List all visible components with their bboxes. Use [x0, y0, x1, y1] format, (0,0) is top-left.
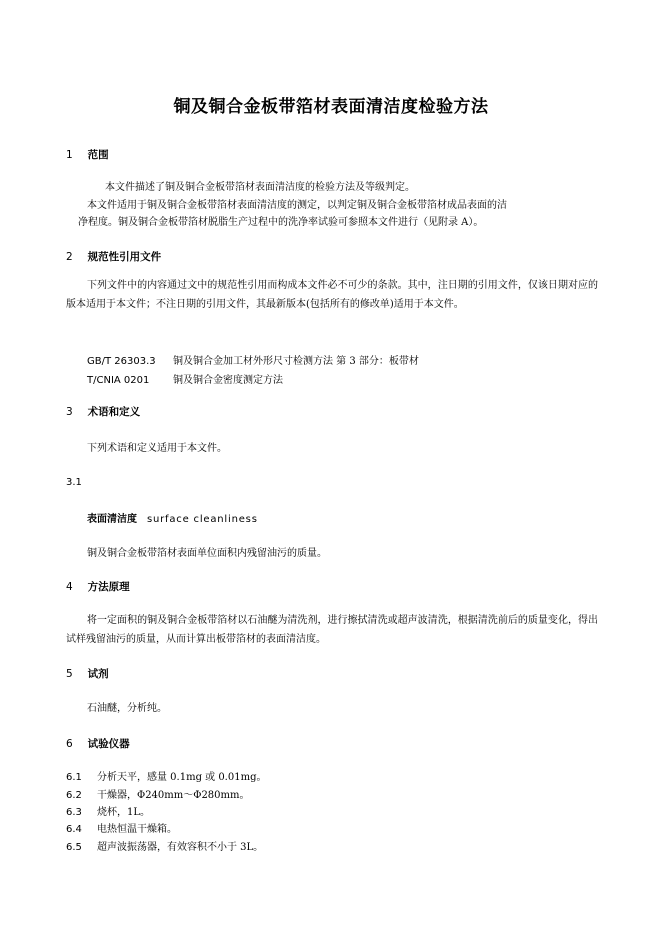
section-1-paragraph-2-line-2: 净程度。铜及铜合金板带箔材脱脂生产过程中的洗净率试验可参照本文件进行（见附录 A）。: [78, 217, 484, 228]
reference-code: GB/T 26303.3: [87, 356, 156, 367]
item-text: 分析天平，感量 0.1mg 或 0.01mg。: [97, 772, 267, 783]
section-5-heading: [66, 666, 109, 681]
section-number: 3: [66, 406, 73, 418]
section-6-heading: [66, 736, 130, 751]
section-3-heading: [66, 404, 140, 419]
item-text: 电热恒温干燥箱。: [97, 824, 177, 835]
list-item: [66, 803, 150, 818]
list-item: [66, 838, 263, 853]
section-1-paragraph-2-line-1: 本文件适用于铜及铜合金板带箔材表面清洁度的测定，以判定铜及铜合金板带箔材成品表面的洁: [87, 200, 507, 211]
item-number: 6.2: [66, 790, 82, 801]
term-definition: 铜及铜合金板带箔材表面单位面积内残留油污的质量。: [87, 548, 327, 559]
section-3-paragraph: 下列术语和定义适用于本文件。: [87, 443, 227, 454]
section-4-paragraph: 将一定面积的铜及铜合金板带箔材以石油醚为清洗剂，进行擦拭清洗或超声波清洗，根据清洗前后的质量变化，得出试样残留油污的质量，从而计算出板带箔材的表面清洁度。: [66, 615, 598, 645]
section-1-heading: [66, 147, 109, 162]
section-number: 4: [66, 581, 73, 593]
item-number: 6.5: [66, 842, 82, 853]
section-title: 试剂: [87, 668, 109, 680]
item-number: 6.3: [66, 807, 82, 818]
reference-item: [87, 352, 419, 367]
item-number: 6.1: [66, 772, 82, 783]
section-title: 术语和定义: [87, 406, 141, 418]
list-item: [66, 768, 266, 783]
term-english: surface cleanliness: [147, 514, 258, 525]
reference-title: 铜及铜合金密度测定方法: [173, 375, 283, 386]
reference-item: [87, 371, 283, 386]
reference-code: T/CNIA 0201: [87, 375, 150, 386]
term-entry: [87, 510, 258, 525]
term-chinese: 表面清洁度: [87, 514, 137, 525]
section-number: 5: [66, 668, 73, 680]
item-text: 干燥器，Φ240mm～Φ280mm。: [97, 790, 250, 801]
item-text: 烧杯，1L。: [97, 807, 151, 818]
item-number: 6.4: [66, 824, 82, 835]
list-item: [66, 820, 177, 835]
list-item: [66, 786, 250, 801]
section-title: 试验仪器: [87, 738, 130, 750]
section-2-heading: [66, 249, 161, 264]
document-title: 铜及铜合金板带箔材表面清洁度检验方法: [173, 97, 489, 117]
section-title: 方法原理: [87, 581, 130, 593]
section-2-paragraph: 下列文件中的内容通过文中的规范性引用而构成本文件必不可少的条款。其中，注日期的引用文件，仅该日期对应的版本适用于本文件；不注日期的引用文件，其最新版本(包括所有的修改单)适用于本文件。: [66, 280, 598, 310]
section-4-heading: [66, 579, 130, 594]
section-title: 范围: [87, 149, 109, 161]
section-number: 2: [66, 251, 73, 263]
reference-title: 铜及铜合金加工材外形尺寸检测方法 第 3 部分：板带材: [173, 356, 419, 367]
section-number: 1: [66, 149, 73, 161]
section-5-paragraph: 石油醚，分析纯。: [87, 703, 167, 714]
term-number: 3.1: [66, 477, 82, 488]
section-title: 规范性引用文件: [87, 251, 162, 263]
section-1-paragraph-1: 本文件描述了铜及铜合金板带箔材表面清洁度的检验方法及等级判定。: [105, 182, 415, 193]
item-text: 超声波振荡器，有效容积不小于 3L。: [97, 842, 264, 853]
section-number: 6: [66, 738, 73, 750]
